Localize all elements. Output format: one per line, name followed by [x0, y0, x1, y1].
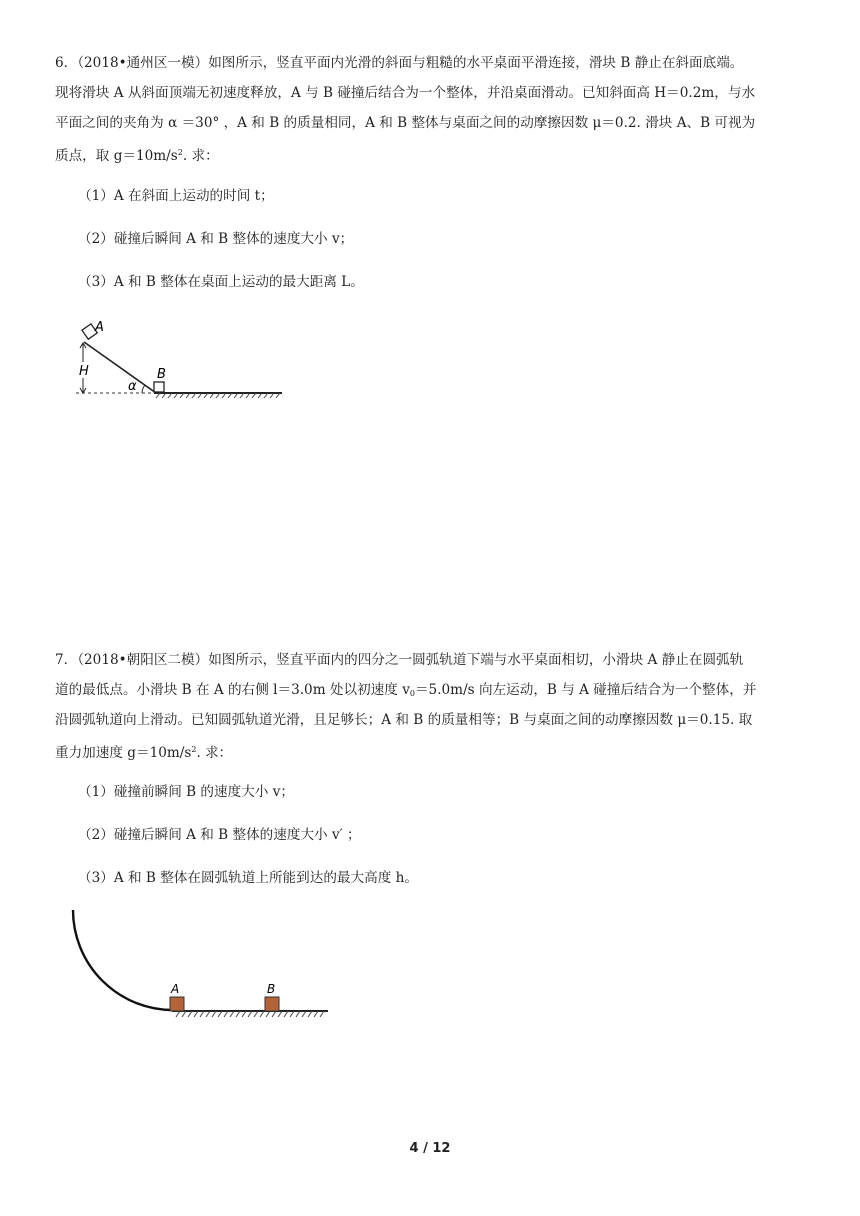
q7-arc-track	[73, 910, 173, 1010]
q7-line-4-tail: . 求：	[196, 745, 233, 761]
q7-line-4-text: 重力加速度 g＝10m/s	[55, 745, 192, 761]
q7-label-b: B	[267, 982, 276, 996]
q7-subquestion-2: （2）碰撞后瞬间 A 和 B 整体的速度大小 v′ ；	[78, 827, 361, 843]
q7-line-3: 沿圆弧轨道向上滑动。已知圆弧轨道光滑，且足够长；A 和 B 的质量相等；B 与桌面之间的动摩擦因数 μ＝0.15. 取	[55, 712, 753, 728]
page-number: 4 / 12	[409, 1141, 451, 1156]
q6-incline-figure	[70, 318, 290, 400]
q7-line-1: 7．（2018•朝阳区二模）如图所示，竖直平面内的四分之一圆弧轨道下端与水平桌面相切，小滑块 A 静止在圆弧轨	[55, 652, 744, 668]
q6-label-b: B	[157, 367, 166, 382]
q6-angle-arc	[142, 385, 145, 393]
q6-line-2: 现将滑块 A 从斜面顶端无初速度释放，A 与 B 碰撞后结合为一个整体，并沿桌面滑动。已知斜面高 H＝0.2m，与水	[55, 85, 756, 101]
q6-line-4	[55, 144, 219, 165]
q6-line-4-text: 质点，取 g＝10m/s	[55, 148, 178, 164]
q7-block-a	[170, 997, 184, 1011]
q7-line-2-tail: ＝5.0m/s 向左运动，B 与 A 碰撞后结合为一个整体，并	[414, 682, 757, 698]
q6-label-a: A	[95, 320, 104, 335]
q7-subquestion-3: （3）A 和 B 整体在圆弧轨道上所能到达的最大高度 h。	[78, 870, 418, 886]
q7-line-2	[55, 681, 756, 703]
q6-block-b	[154, 382, 164, 392]
q7-subquestion-1: （1）碰撞前瞬间 B 的速度大小 v；	[78, 784, 294, 800]
q6-subquestion-1: （1）A 在斜面上运动的时间 t；	[78, 188, 274, 204]
q7-line-4	[55, 741, 232, 762]
q7-arc-track-figure	[64, 908, 336, 1026]
q6-line-3: 平面之间的夹角为 α ＝30° ，A 和 B 的质量相同，A 和 B 整体与桌面之间的动摩擦因数 μ＝0.2. 滑块 A、B 可视为	[55, 115, 756, 131]
q6-label-alpha: α	[128, 379, 137, 394]
q7-label-a: A	[171, 982, 180, 996]
q6-exponent: 2	[177, 148, 183, 157]
q6-line-4-tail: . 求：	[182, 148, 219, 164]
q6-label-h: H	[79, 364, 89, 379]
q6-subquestion-3: （3）A 和 B 整体在桌面上运动的最大距离 L。	[78, 274, 364, 290]
q6-subquestion-2: （2）碰撞后瞬间 A 和 B 整体的速度大小 v；	[78, 231, 354, 247]
q6-line-1: 6．（2018•通州区一模）如图所示，竖直平面内光滑的斜面与粗糙的水平桌面平滑连接，滑块 B 静止在斜面底端。	[55, 55, 744, 71]
q7-subscript: 0	[409, 689, 415, 698]
q7-line-2-text: 道的最低点。小滑块 B 在 A 的右侧 l＝3.0m 处以初速度 v	[55, 682, 410, 698]
q7-block-b	[265, 997, 279, 1011]
q7-exponent: 2	[191, 745, 197, 754]
